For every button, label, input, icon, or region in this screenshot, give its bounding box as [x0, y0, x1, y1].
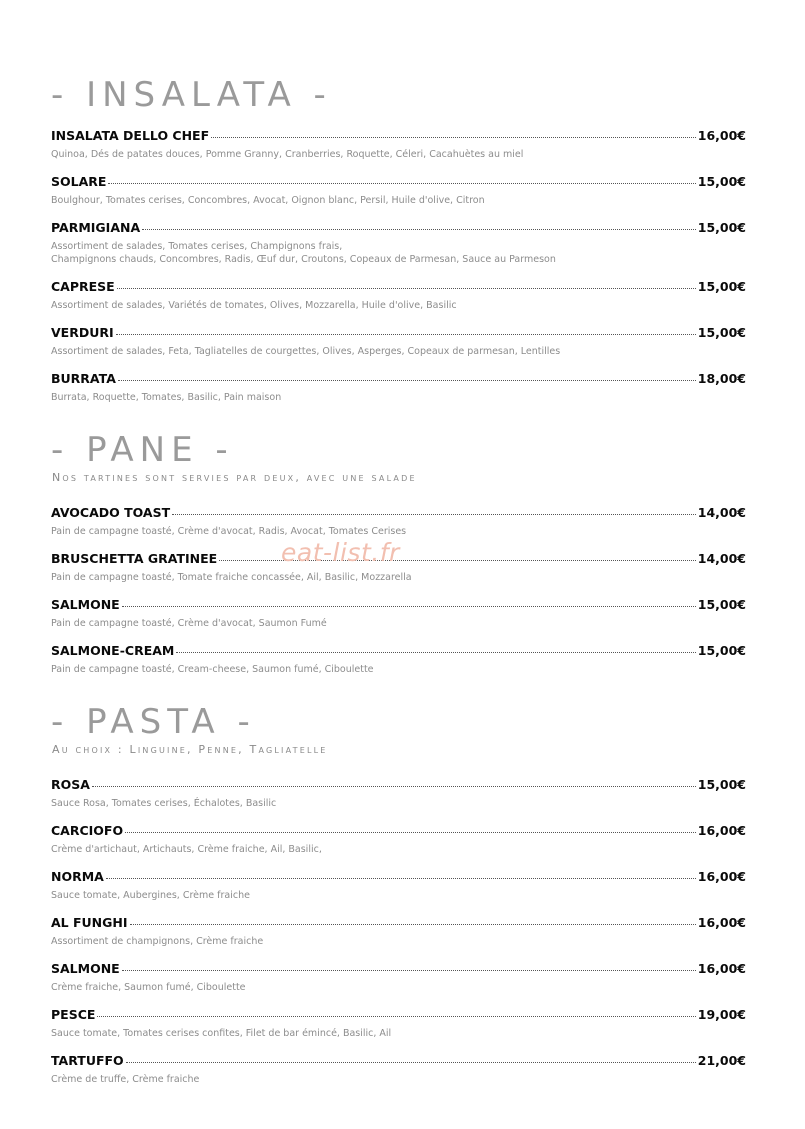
menu-item — [51, 220, 746, 266]
item-price: 15,00€ — [697, 220, 746, 235]
item-price: 16,00€ — [697, 869, 746, 884]
item-description: Pain de campagne toasté, Tomate fraiche concassée, Ail, Basilic, Mozzarella — [51, 572, 412, 583]
dot-leader — [118, 380, 696, 381]
menu-item — [51, 915, 746, 948]
menu-item — [51, 961, 746, 994]
item-name: NORMA — [51, 869, 104, 884]
dot-leader — [106, 878, 696, 879]
item-name: CAPRESE — [51, 279, 115, 294]
item-name: CARCIOFO — [51, 823, 124, 838]
dot-leader — [176, 652, 695, 653]
item-price: 19,00€ — [697, 1007, 746, 1022]
item-price: 18,00€ — [697, 371, 746, 386]
dot-leader — [122, 606, 696, 607]
menu-item — [51, 371, 746, 404]
section-title-insalata: - INSALATA - — [51, 75, 332, 115]
menu-item — [51, 174, 746, 207]
item-description: Pain de campagne toasté, Crème d'avocat, Saumon Fumé — [51, 618, 327, 629]
item-description: Quinoa, Dés de patates douces, Pomme Granny, Cranberries, Roquette, Céleri, Cacahuètes au miel — [51, 149, 524, 160]
item-description: Pain de campagne toasté, Cream-cheese, Saumon fumé, Ciboulette — [51, 664, 374, 675]
item-description: Pain de campagne toasté, Crème d'avocat, Radis, Avocat, Tomates Cerises — [51, 526, 407, 537]
dot-leader — [130, 924, 696, 925]
item-name: TARTUFFO — [51, 1053, 124, 1068]
item-price: 16,00€ — [697, 961, 746, 976]
menu-item — [51, 643, 746, 676]
section-subtitle-pane: Nos tartines sont servies par deux, avec une salade — [52, 471, 417, 484]
dot-leader — [122, 970, 696, 971]
item-price: 15,00€ — [697, 325, 746, 340]
dot-leader — [125, 832, 696, 833]
dot-leader — [92, 786, 696, 787]
item-name: ROSA — [51, 777, 90, 792]
item-description: Crème de truffe, Crème fraiche — [51, 1074, 200, 1085]
item-description: Crème d'artichaut, Artichauts, Crème fraiche, Ail, Basilic, — [51, 844, 322, 855]
item-price: 15,00€ — [697, 597, 746, 612]
menu-item — [51, 128, 746, 161]
menu-item — [51, 279, 746, 312]
item-name: INSALATA DELLO CHEF — [51, 128, 210, 143]
dot-leader — [211, 137, 696, 138]
menu-item — [51, 869, 746, 902]
item-description: Sauce Rosa, Tomates cerises, Échalotes, Basilic — [51, 798, 277, 809]
item-name: SALMONE-CREAM — [51, 643, 175, 658]
item-price: 14,00€ — [697, 551, 746, 566]
item-name: SALMONE — [51, 961, 120, 976]
item-price: 15,00€ — [697, 279, 746, 294]
item-price: 15,00€ — [697, 777, 746, 792]
dot-leader — [116, 334, 696, 335]
item-name: AL FUNGHI — [51, 915, 128, 930]
item-price: 14,00€ — [697, 505, 746, 520]
section-title-pane: - PANE - — [51, 430, 234, 470]
item-description: Sauce tomate, Aubergines, Crème fraiche — [51, 890, 250, 901]
item-price: 15,00€ — [697, 174, 746, 189]
dot-leader — [172, 514, 696, 515]
watermark-text: eat-list.fr — [281, 538, 400, 567]
item-price: 21,00€ — [697, 1053, 746, 1068]
menu-item — [51, 777, 746, 810]
menu-item — [51, 325, 746, 358]
menu-item — [51, 597, 746, 630]
item-name: BRUSCHETTA GRATINEE — [51, 551, 218, 566]
dot-leader — [97, 1016, 695, 1017]
menu-item — [51, 823, 746, 856]
item-description: Burrata, Roquette, Tomates, Basilic, Pain maison — [51, 392, 282, 403]
menu-item — [51, 505, 746, 538]
item-price: 16,00€ — [697, 128, 746, 143]
dot-leader — [117, 288, 696, 289]
dot-leader — [126, 1062, 696, 1063]
item-description: Sauce tomate, Tomates cerises confites, Filet de bar émincé, Basilic, Ail — [51, 1028, 392, 1039]
item-name: AVOCADO TOAST — [51, 505, 171, 520]
section-subtitle-pasta: Au choix : Linguine, Penne, Tagliatelle — [52, 743, 328, 756]
item-description: Crème fraiche, Saumon fumé, Ciboulette — [51, 982, 246, 993]
item-description: Boulghour, Tomates cerises, Concombres, Avocat, Oignon blanc, Persil, Huile d'olive, Citron — [51, 195, 485, 206]
item-name: SOLARE — [51, 174, 107, 189]
item-name: PARMIGIANA — [51, 220, 141, 235]
item-description: Assortiment de champignons, Crème fraiche — [51, 936, 264, 947]
dot-leader — [142, 229, 696, 230]
item-name: BURRATA — [51, 371, 116, 386]
dot-leader — [108, 183, 695, 184]
item-name: PESCE — [51, 1007, 96, 1022]
item-description: Assortiment de salades, Feta, Tagliatelles de courgettes, Olives, Asperges, Copeaux de parmesan, Lentilles — [51, 346, 561, 357]
item-price: 15,00€ — [697, 643, 746, 658]
item-price: 16,00€ — [697, 915, 746, 930]
menu-item — [51, 1007, 746, 1040]
item-price: 16,00€ — [697, 823, 746, 838]
menu-item — [51, 1053, 746, 1086]
item-description: Assortiment de salades, Variétés de tomates, Olives, Mozzarella, Huile d'olive, Basilic — [51, 300, 457, 311]
section-title-pasta: - PASTA - — [51, 702, 256, 742]
item-name: VERDURI — [51, 325, 114, 340]
item-description: Assortiment de salades, Tomates cerises, Champignons frais, Champignons chauds, Concombres, Radis, Œuf dur, Croutons, Copeaux de Parmesan, Sauce au Parmeson — [51, 241, 556, 265]
item-name: SALMONE — [51, 597, 120, 612]
